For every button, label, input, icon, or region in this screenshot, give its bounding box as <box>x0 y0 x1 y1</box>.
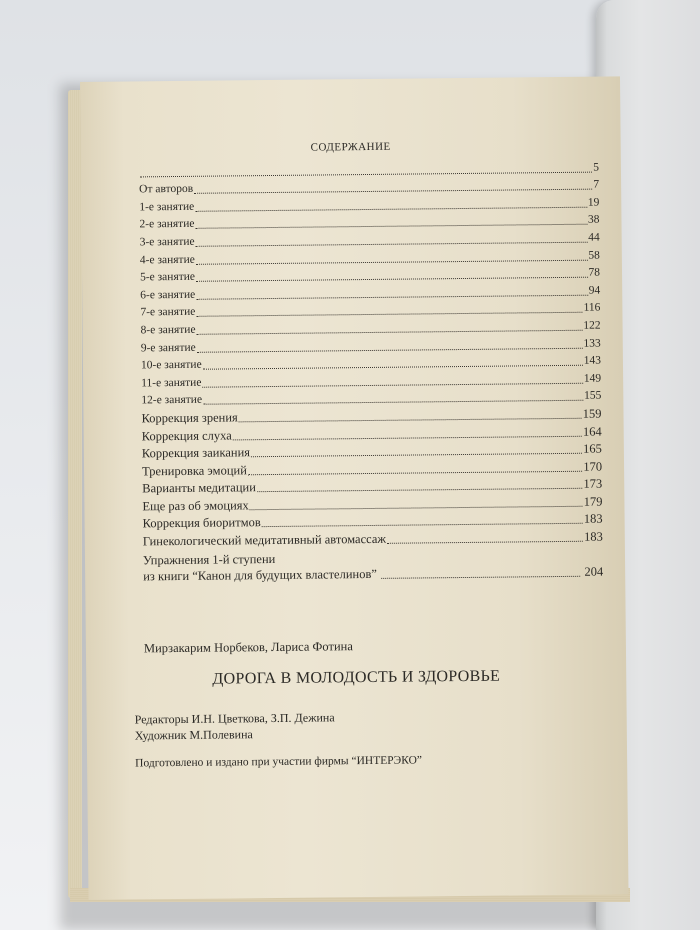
toc-page: 44 <box>588 231 600 244</box>
toc-leader <box>233 425 582 440</box>
toc-label: Коррекция биоритмов <box>142 515 261 531</box>
toc-page: 94 <box>588 284 601 297</box>
toc-page: 164 <box>582 424 602 439</box>
toc-page: 38 <box>587 213 600 227</box>
toc-page: 170 <box>583 459 603 474</box>
toc-label: Еще раз об эмоциях <box>142 498 249 514</box>
toc-label: 6-е занятие <box>140 288 196 302</box>
toc-label: 10-е занятие <box>140 358 202 372</box>
table-of-contents <box>139 157 603 585</box>
toc-page: 19 <box>587 196 600 209</box>
toc-label: Коррекция заикания <box>141 445 251 461</box>
toc-title: СОДЕРЖАНИЕ <box>310 140 391 154</box>
book-page <box>80 76 629 900</box>
toc-page: 143 <box>583 354 602 367</box>
page-edge <box>68 90 82 898</box>
toc-label-line1: Упражнения 1-й ступени <box>142 552 276 568</box>
toc-label: 12-е занятие <box>141 394 203 407</box>
authors-line: Мирзакарим Норбеков, Лариса Фотина <box>143 639 353 656</box>
toc-label: 9-е занятие <box>140 341 196 354</box>
page-content <box>80 76 629 900</box>
toc-label-line2: из книги “Канон для будущих властелинов” <box>143 566 377 584</box>
toc-leader <box>387 531 583 544</box>
toc-label: Гинекологический медитативный автомассаж <box>142 531 387 549</box>
toc-page: 159 <box>582 406 602 421</box>
toc-label: 3-е занятие <box>139 235 195 249</box>
toc-leader <box>250 496 583 510</box>
toc-leader <box>239 408 582 423</box>
toc-page: 58 <box>588 249 600 262</box>
toc-label: Коррекция слуха <box>141 427 232 443</box>
toc-leader <box>262 513 583 527</box>
toc-page: 78 <box>588 266 601 279</box>
toc-label: Варианты медитации <box>142 480 256 496</box>
toc-label: Коррекция зрения <box>141 410 238 426</box>
toc-page: 165 <box>583 441 602 456</box>
toc-label: 4-е занятие <box>139 253 195 266</box>
toc-page: 179 <box>583 494 603 509</box>
toc-page: 149 <box>583 372 602 385</box>
toc-leader <box>248 460 583 475</box>
toc-page: 204 <box>584 564 604 579</box>
editors-block <box>135 709 335 743</box>
toc-page: 183 <box>583 512 603 527</box>
toc-label: 11-е занятие <box>141 376 202 390</box>
toc-label: 1-е занятие <box>139 200 195 214</box>
toc-label: 7-е занятие <box>140 306 196 319</box>
toc-page: 155 <box>584 389 602 403</box>
toc-label: 8-е занятие <box>140 323 196 337</box>
toc-page: 183 <box>583 529 603 544</box>
toc-label: Тренировка эмоций <box>142 462 247 479</box>
toc-label: 2-е занятие <box>139 218 195 231</box>
toc-page: 116 <box>583 301 601 315</box>
toc-leader <box>257 478 583 492</box>
toc-leader <box>381 566 581 579</box>
toc-page: 133 <box>583 337 601 350</box>
toc-row-multiline <box>143 548 603 585</box>
book-title: ДОРОГА В МОЛОДОСТЬ И ЗДОРОВЬЕ <box>212 667 501 688</box>
toc-page: 7 <box>593 178 600 191</box>
editors-line: Редакторы И.Н. Цветкова, З.П. Дежина <box>134 710 335 727</box>
artist-line: Художник М.Полевина <box>134 727 253 743</box>
toc-label: 5-е занятие <box>139 270 196 284</box>
publisher-note: Подготовлено и издано при участии фирмы “ИНТЕРЭКО” <box>135 754 423 770</box>
toc-page: 122 <box>583 319 601 332</box>
toc-leader <box>251 443 582 457</box>
toc-label: От авторов <box>139 183 194 196</box>
toc-page: 173 <box>583 476 603 492</box>
toc-page: 5 <box>593 161 599 174</box>
